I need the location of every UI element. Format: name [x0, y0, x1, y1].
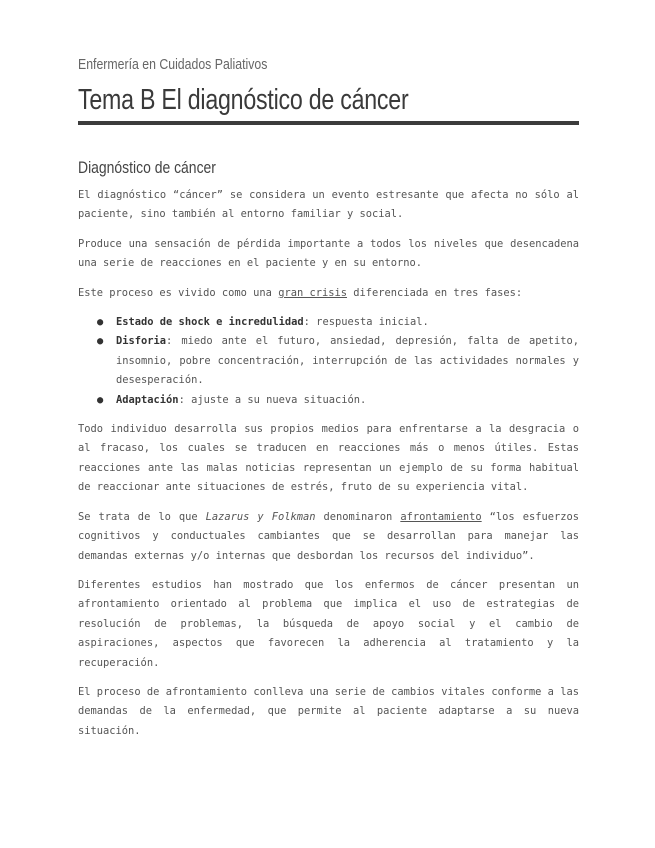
paragraph-studies: Diferentes estudios han mostrado que los enfermos de cáncer presentan un afrontamiento orientado al problema que implica el uso de estrategias de resolución de problemas, la búsqueda de apoyo social y el cambio de aspiraciones, aspectos que favorecen la adherencia al tratamiento y la recuperación.: [78, 578, 579, 669]
coping-text-pre: Se trata de lo que: [78, 510, 206, 523]
document-body: [78, 186, 579, 751]
gran-crisis-link[interactable]: gran crisis: [278, 286, 348, 299]
authors: Lazarus y Folkman: [205, 510, 316, 523]
crisis-text-post: diferenciada en tres fases:: [347, 286, 523, 299]
paragraph-crisis: [78, 284, 579, 303]
page-title: Tema B El diagnóstico de cáncer: [78, 84, 409, 116]
afrontamiento-link[interactable]: afrontamiento: [400, 510, 482, 523]
bullet-icon: ●: [97, 316, 104, 329]
paragraph-loss: Produce una sensación de pérdida importante a todos los niveles que desencadena una serie de reacciones en el paciente y en su entorno.: [78, 237, 579, 270]
title-divider: [78, 121, 579, 125]
phase-term: Disforia: [116, 335, 167, 348]
list-item: [97, 391, 579, 410]
paragraph-individual: Todo individuo desarrolla sus propios medios para enfrentarse a la desgracia o al fracaso, los cuales se traducen en reacciones más o menos útiles. Estas reacciones ante las malas noticias representan un ejemplo de su forma habitual de reaccionar ante situaciones de estrés, fruto de su experiencia vital.: [78, 423, 579, 494]
paragraph-coping-definition: [78, 508, 579, 566]
list-item: [97, 332, 579, 390]
bullet-icon: ●: [97, 393, 104, 406]
bullet-icon: ●: [97, 335, 104, 348]
phase-description: : ajuste a su nueva situación.: [178, 393, 367, 406]
phase-description: : respuesta inicial.: [303, 316, 429, 329]
course-name: Enfermería en Cuidados Paliativos: [78, 56, 268, 73]
phases-list: [78, 313, 579, 410]
crisis-text-pre: Este proceso es vivido como una: [78, 286, 279, 299]
paragraph-intro: El diagnóstico “cáncer” se considera un evento estresante que afecta no sólo al paciente, sino también al entorno familiar y social.: [78, 189, 579, 221]
phase-description: : miedo ante el futuro, ansiedad, depresión, falta de apetito, insomnio, pobre concentración, interrupción de las actividades normales y desesperación.: [116, 335, 579, 387]
coping-text-post: “los esfuerzos cognitivos y conductuales cambiantes que se desarrollan para manejar las demandas externas y/o internas que desbordan los recursos del individuo”.: [78, 510, 579, 562]
phase-term: Adaptación: [116, 393, 179, 406]
paragraph-process: El proceso de afrontamiento conlleva una serie de cambios vitales conforme a las demandas de la enfermedad, que permite al paciente adaptarse a su nueva situación.: [78, 685, 579, 737]
list-item: [97, 313, 579, 332]
section-title: Diagnóstico de cáncer: [78, 158, 216, 177]
phase-term: Estado de shock e incredulidad: [116, 316, 304, 329]
coping-text-mid: denominaron: [315, 510, 401, 523]
